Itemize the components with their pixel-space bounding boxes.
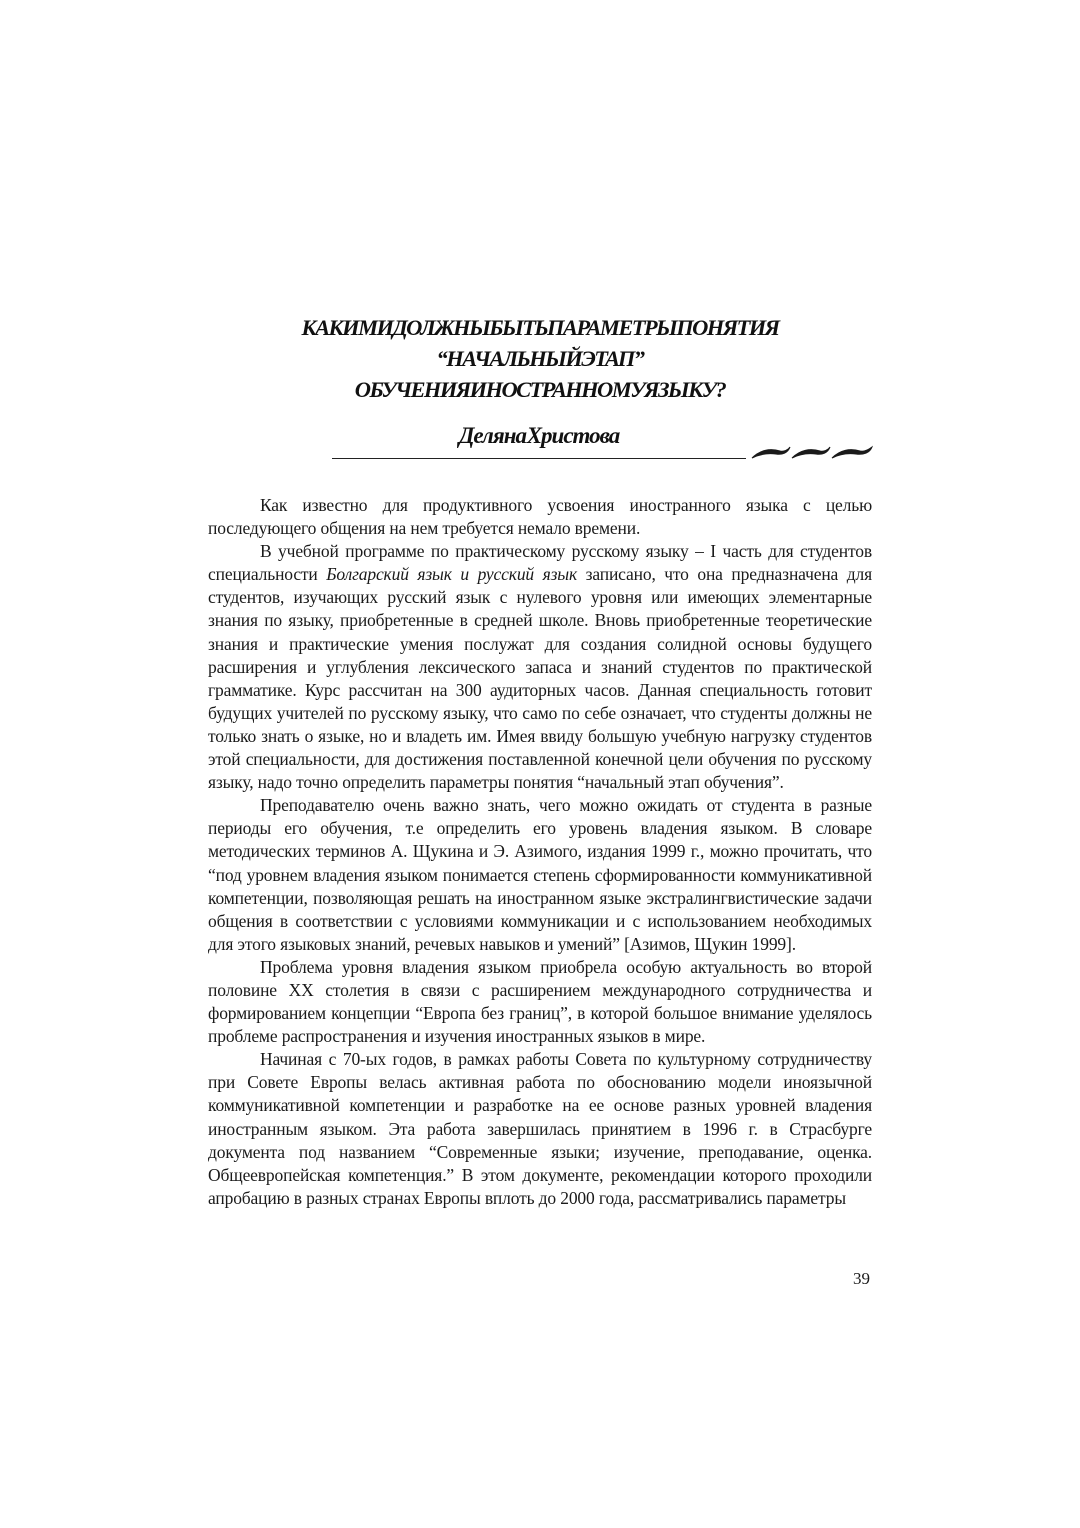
paragraph-4: Проблема уровня владения языком приобрела особую актуальность во второй половине XX столетия в связи с расширением международного сотрудничества и формированием концепции “Европа без границ”, в которой большое внимание уделялось проблеме распространения и изучения иностранных языков в мире. bbox=[208, 956, 872, 1047]
flourish-ornament-icon bbox=[750, 440, 874, 462]
article-title-line-2: “НАЧАЛЬНЫЙ ЭТАП” bbox=[436, 346, 644, 371]
paragraph-2-part-2: записано, что она предназначена для студентов, изучающих русский язык с нулевого уровня или имеющих элементарные знания по языку, приобретенные в средней школе. Вновь приобретенные теоретические знания и практические умения послужат для создания солидной основы будущего расширения и углубления лексического запаса и знаний студентов по практической грамматике. Курс рассчитан на 300 аудиторных часов. Данная специальность готовит будущих учителей по русскому языку, что само по себе означает, что студенты должны не только знать о языке, но и владеть им. Имея ввиду большую учебную нагрузку студентов этой специальности, для достижения поставленной конечной цели обучения по русскому языку, надо точно определить параметры понятия “начальный этап обучения”. bbox=[208, 564, 873, 793]
page-number: 39 bbox=[853, 1269, 870, 1288]
paragraph-2-part-1: В учебной программе по практическому русскому языку – I часть для студентов специальности bbox=[208, 541, 872, 585]
article-title-line-3: ОБУЧЕНИЯ ИНОСТРАННОМУ ЯЗЫКУ? bbox=[354, 377, 726, 402]
article-body bbox=[208, 494, 872, 1210]
paragraph-2 bbox=[208, 540, 872, 794]
article-title bbox=[200, 312, 880, 405]
author-underline-rule bbox=[332, 458, 746, 459]
paragraph-1: Как известно для продуктивного усвоения иностранного языка с целью последующего общения на нем требуется немало времени. bbox=[208, 495, 872, 539]
paragraph-3: Преподавателю очень важно знать, чего можно ожидать от студента в разные периоды его обучения, т.е определить его уровень владения языком. В словаре методических терминов А. Щукина и Э. Азимого, издания 1999 г., можно прочитать, что “под уровнем владения языком понимается степень сформированности коммуникативной компетенции, позволяющая решать на иностранном языке экстралингвистические задачи общения в соответствии с условиями коммуникации и с использованием необходимых для этого языковых знаний, речевых навыков и умений” [Азимов, Щукин 1999]. bbox=[208, 795, 872, 954]
paragraph-2-italic-specialty: Болгарский язык и русский язык bbox=[326, 564, 578, 585]
author-name: Деляна Христова bbox=[458, 423, 620, 448]
paragraph-5: Начиная с 70-ых годов, в рамках работы Совета по культурному сотрудничеству при Совете Европы велась активная работа по обоснованию модели иноязычной коммуникативной компетенции и разработке на ее основе разных уровней владения иностранным языком. Эта работа завершилась принятием в 1996 г. в Страсбурге документа под названием “Современные языки; изучение, преподавание, оценка. Общеевропейская компетенция.” В этом документе, рекомендации которого проходили апробацию в разных странах Европы вплоть до 2000 года, рассматривались параметры bbox=[208, 1049, 872, 1208]
article-title-line-1: КАКИМИ ДОЛЖНЫ БЫТЬ ПАРАМЕТРЫ ПОНЯТИЯ bbox=[301, 315, 779, 340]
